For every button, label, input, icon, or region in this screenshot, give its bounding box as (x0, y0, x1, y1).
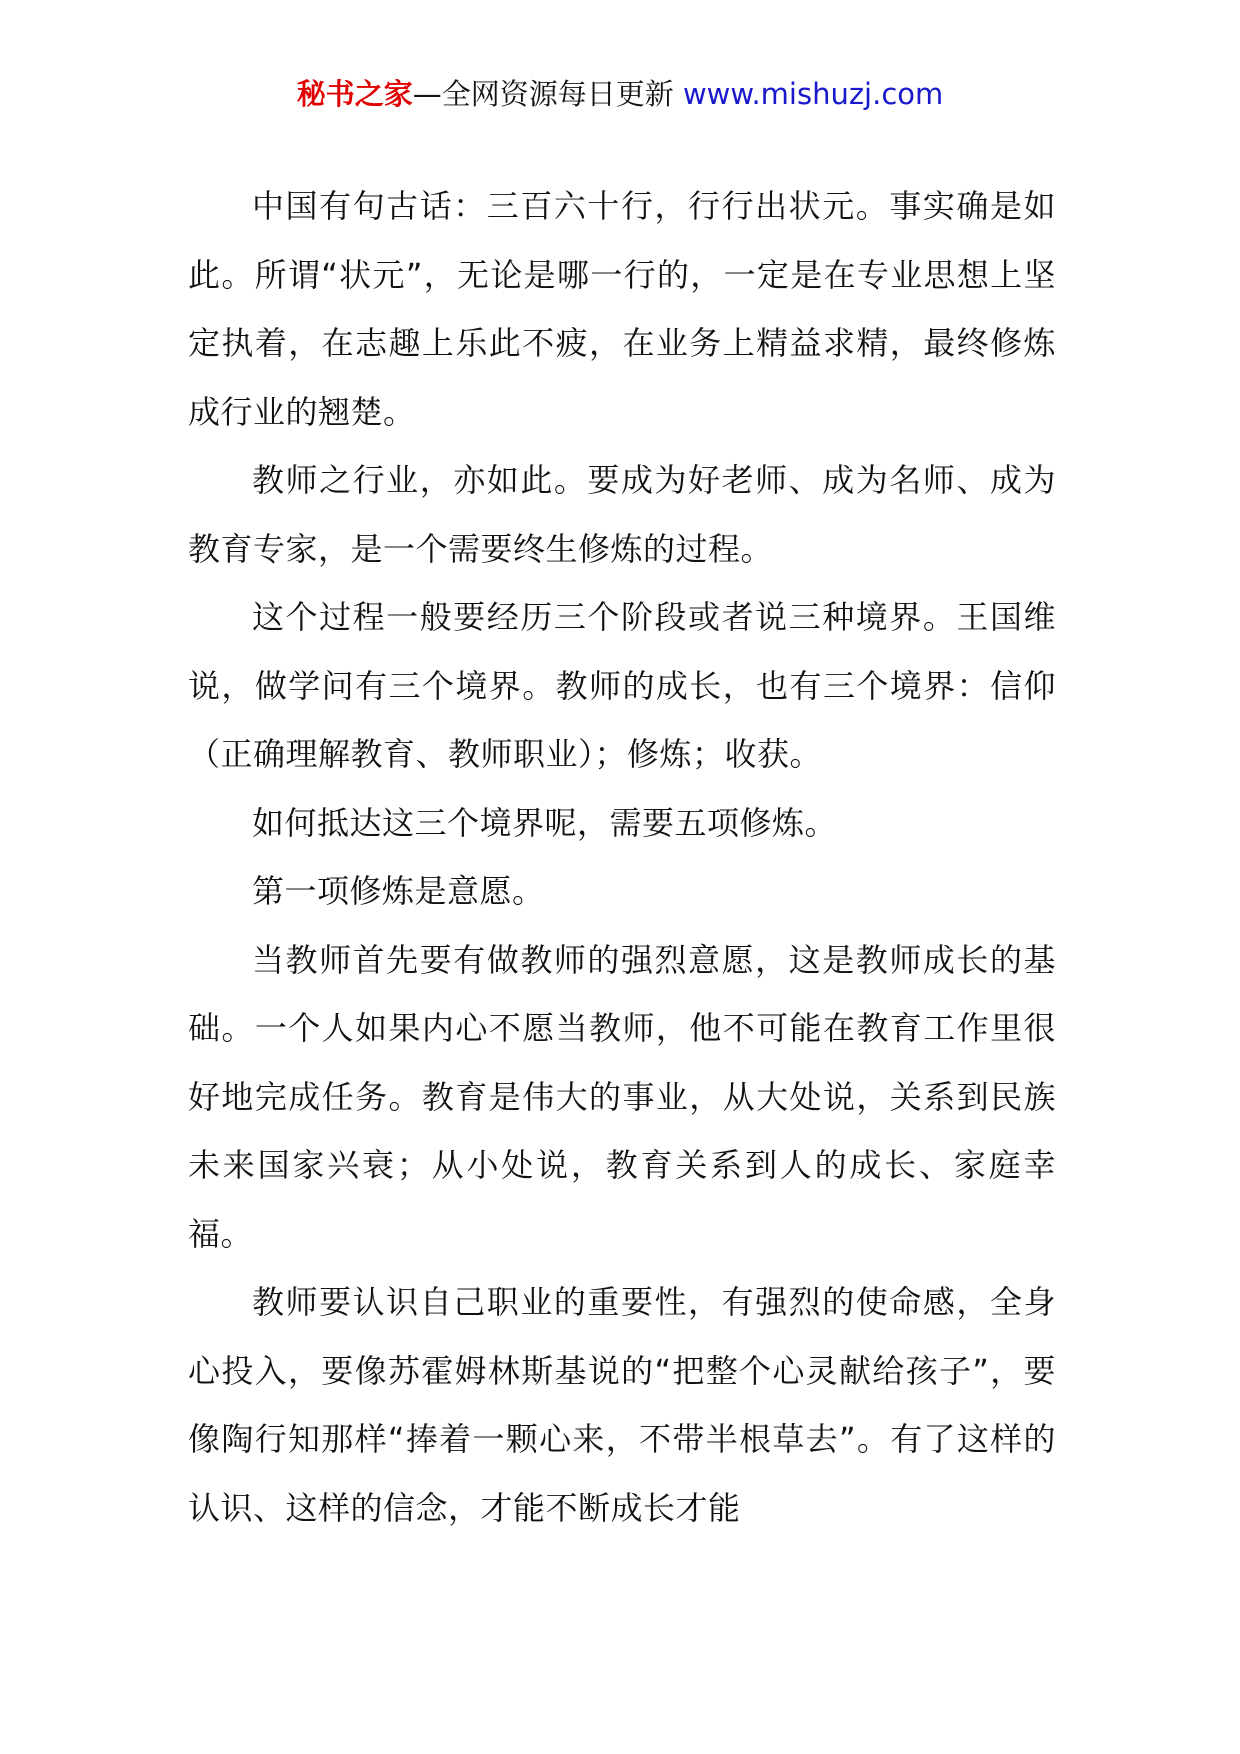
paragraph-first-discipline: 第一项修炼是意愿。 (252, 872, 545, 910)
paragraph-intro: 中国有句古话：三百六十行，行行出状元。事实确是如此。所谓“状元”，无论是哪一行的，一定是在专业思想上坚定执着，在志趣上乐此不疲，在业务上精益求精，最终修炼成行业的翘楚。 (188, 187, 1056, 431)
paragraph-teacher-profession: 教师之行业，亦如此。要成为好老师、成为名师、成为教育专家，是一个需要终生修炼的过程。 (188, 461, 1056, 568)
page-header (0, 74, 1240, 114)
document-body (188, 172, 1056, 1542)
paragraph-willingness: 当教师首先要有做教师的强烈意愿，这是教师成长的基础。一个人如果内心不愿当教师，他不可能在教育工作里很好地完成任务。教育是伟大的事业，从大处说，关系到民族未来国家兴衰；从小处说，教育关系到人的成长、家庭幸福。 (188, 940, 1056, 1253)
paragraph-five-disciplines: 如何抵达这三个境界呢，需要五项修炼。 (252, 803, 838, 842)
brand-name: 秘书之家 (296, 77, 413, 111)
header-slogan: —全网资源每日更新 (412, 77, 683, 111)
paragraph-mission: 教师要认识自己职业的重要性，有强烈的使命感，全身心投入，要像苏霍姆林斯基说的“把整个心灵献给孩子”，要像陶行知那样“捧着一颗心来，不带半根草去”。有了这样的认识、这样的信念，才能不断成长才能 (188, 1283, 1056, 1527)
paragraph-three-realms: 这个过程一般要经历三个阶段或者说三种境界。王国维说，做学问有三个境界。教师的成长，也有三个境界：信仰（正确理解教育、教师职业）；修炼；收获。 (188, 598, 1056, 773)
website-link[interactable]: www.mishuzj.com (682, 77, 944, 111)
